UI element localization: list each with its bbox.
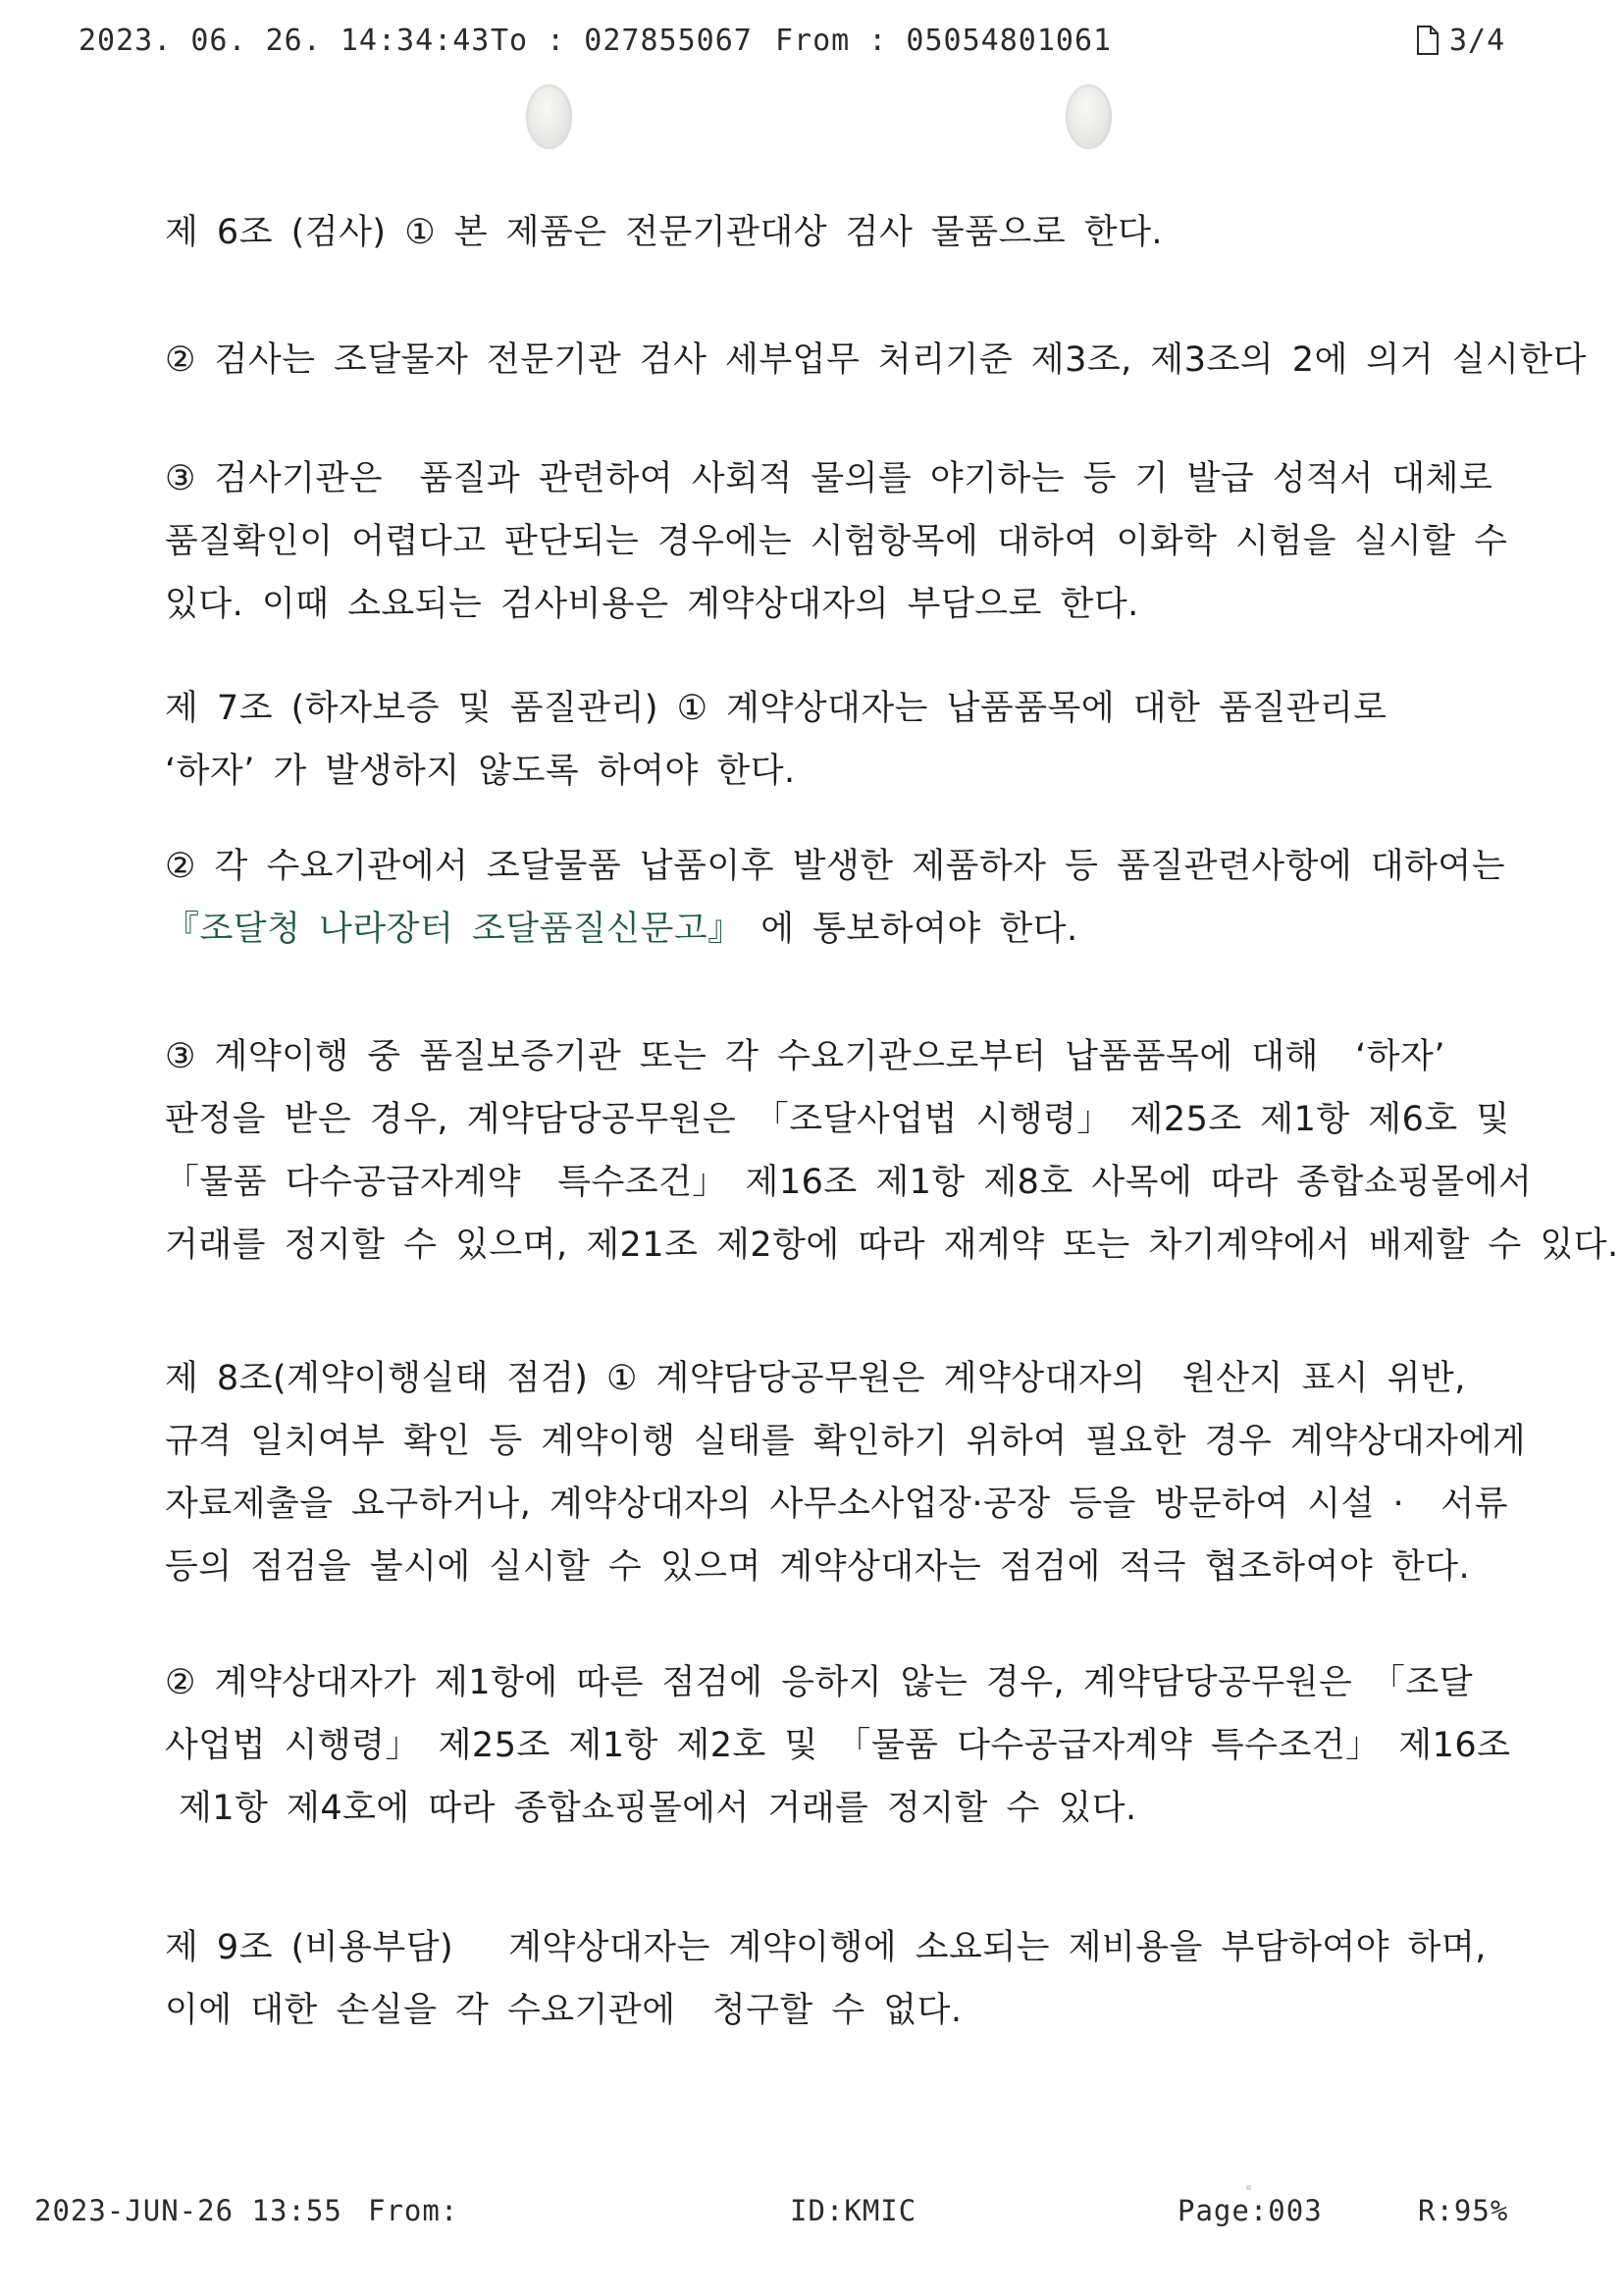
fax-footer-resolution: R:95%	[1418, 2194, 1509, 2227]
clause-text-line: ③ 검사기관은 품질과 관련하여 사회적 물의를 야기하는 등 기 발급 성적서 대체로	[165, 459, 1493, 498]
clause-text-line: 제 8조(계약이행실태 점검) ① 계약담당공무원은 계약상대자의 원산지 표시 위반,	[165, 1359, 1466, 1398]
clause-text-line: ② 각 수요기관에서 조달물품 납품이후 발생한 제품하자 등 품질관련사항에 대하여는	[165, 847, 1506, 886]
clause-text-line: 제 6조 (검사) ① 본 제품은 전문기관대상 검사 물품으로 한다.	[165, 213, 1164, 252]
clause-text-line: 이에 대한 손실을 각 수요기관에 청구할 수 없다.	[165, 1991, 963, 2030]
clause-text-line	[165, 898, 1539, 961]
clause-text-line: 제1항 제4호에 따라 종합쇼핑몰에서 거래를 정지할 수 있다.	[179, 1789, 1137, 1828]
clause-9-paragraph-1	[165, 1916, 1539, 2042]
clause-text-line: 있다. 이때 소요되는 검사비용은 계약상대자의 부담으로 한다.	[165, 585, 1139, 624]
clause-6-paragraph-1	[165, 201, 1539, 264]
clause-text-line: 자료제출을 요구하거나, 계약상대자의 사무소사업장·공장 등을 방문하여 시설 · 서류	[165, 1485, 1509, 1524]
clause-7-paragraph-3	[165, 1025, 1619, 1277]
fax-header-from-number: From : 05054801061	[775, 24, 1113, 58]
page-count-icon	[1416, 25, 1440, 60]
fax-footer-page-number: Page:003	[1178, 2194, 1323, 2227]
clause-text-line: 제 7조 (하자보증 및 품질관리) ① 계약상대자는 납품품목에 대한 품질관리로	[165, 689, 1387, 728]
clause-text-line: 등의 점검을 불시에 실시할 수 있으며 계약상대자는 점검에 적극 협조하여야 한다.	[165, 1547, 1471, 1587]
clause-8-paragraph-1	[165, 1347, 1539, 1598]
clause-6-paragraph-3	[165, 447, 1539, 636]
clause-7-paragraph-1	[165, 677, 1539, 803]
clause-6-paragraph-2	[165, 329, 1587, 391]
clause-text-line: ③ 계약이행 중 품질보증기관 또는 각 수요기관으로부터 납품품목에 대해 ‘하자’	[165, 1037, 1445, 1076]
fax-footer-terminal-id: ID:KMIC	[790, 2194, 917, 2227]
scan-artifact-dot	[1246, 2185, 1251, 2190]
punch-hole-left	[526, 84, 572, 149]
clause-7-paragraph-2	[165, 835, 1539, 961]
clause-text-line: 판정을 받은 경우, 계약담당공무원은 「조달사업법 시행령」 제25조 제1항 제6호 및	[165, 1100, 1510, 1139]
clause-text-segment: 에 통보하여야 한다.	[742, 910, 1078, 949]
punch-hole-right	[1066, 84, 1112, 149]
clause-text-line: ‘하자’ 가 발생하지 않도록 하여야 한다.	[165, 752, 796, 791]
fax-header-page-indicator: 3/4	[1449, 24, 1506, 58]
fax-header-to-number: To : 027855067	[491, 24, 753, 58]
fax-header-datetime: 2023. 06. 26. 14:34:43	[79, 24, 491, 58]
clause-text-line: 규격 일치여부 확인 등 계약이행 실태를 확인하기 위하여 필요한 경우 계약상대자에게	[165, 1422, 1527, 1461]
clause-text-line: 품질확인이 어렵다고 판단되는 경우에는 시험항목에 대하여 이화학 시험을 실시할 수	[165, 522, 1508, 561]
clause-8-paragraph-2	[165, 1651, 1539, 1840]
fax-footer-datetime: 2023-JUN-26 13:55	[34, 2194, 342, 2227]
clause-text-line: ② 계약상대자가 제1항에 따른 점검에 응하지 않는 경우, 계약담당공무원은 「조달	[165, 1663, 1474, 1702]
fax-footer-from-label: From:	[368, 2194, 459, 2227]
highlighted-green-text: 『조달청 나라장터 조달품질신문고』	[165, 910, 743, 949]
clause-text-line: ② 검사는 조달물자 전문기관 검사 세부업무 처리기준 제3조, 제3조의 2에 의거 실시한다	[165, 340, 1587, 380]
clause-text-line: 거래를 정지할 수 있으며, 제21조 제2항에 따라 재계약 또는 차기계약에서 배제할 수 있다.	[165, 1226, 1619, 1265]
clause-text-line: 사업법 시행령」 제25조 제1항 제2호 및 「물품 다수공급자계약 특수조건」 제16조	[165, 1726, 1511, 1765]
clause-text-line: 「물품 다수공급자계약 특수조건」 제16조 제1항 제8호 사목에 따라 종합쇼핑몰에서	[165, 1163, 1533, 1202]
clause-text-line: 제 9조 (비용부담) 계약상대자는 계약이행에 소요되는 제비용을 부담하여야 하며,	[165, 1928, 1487, 1967]
